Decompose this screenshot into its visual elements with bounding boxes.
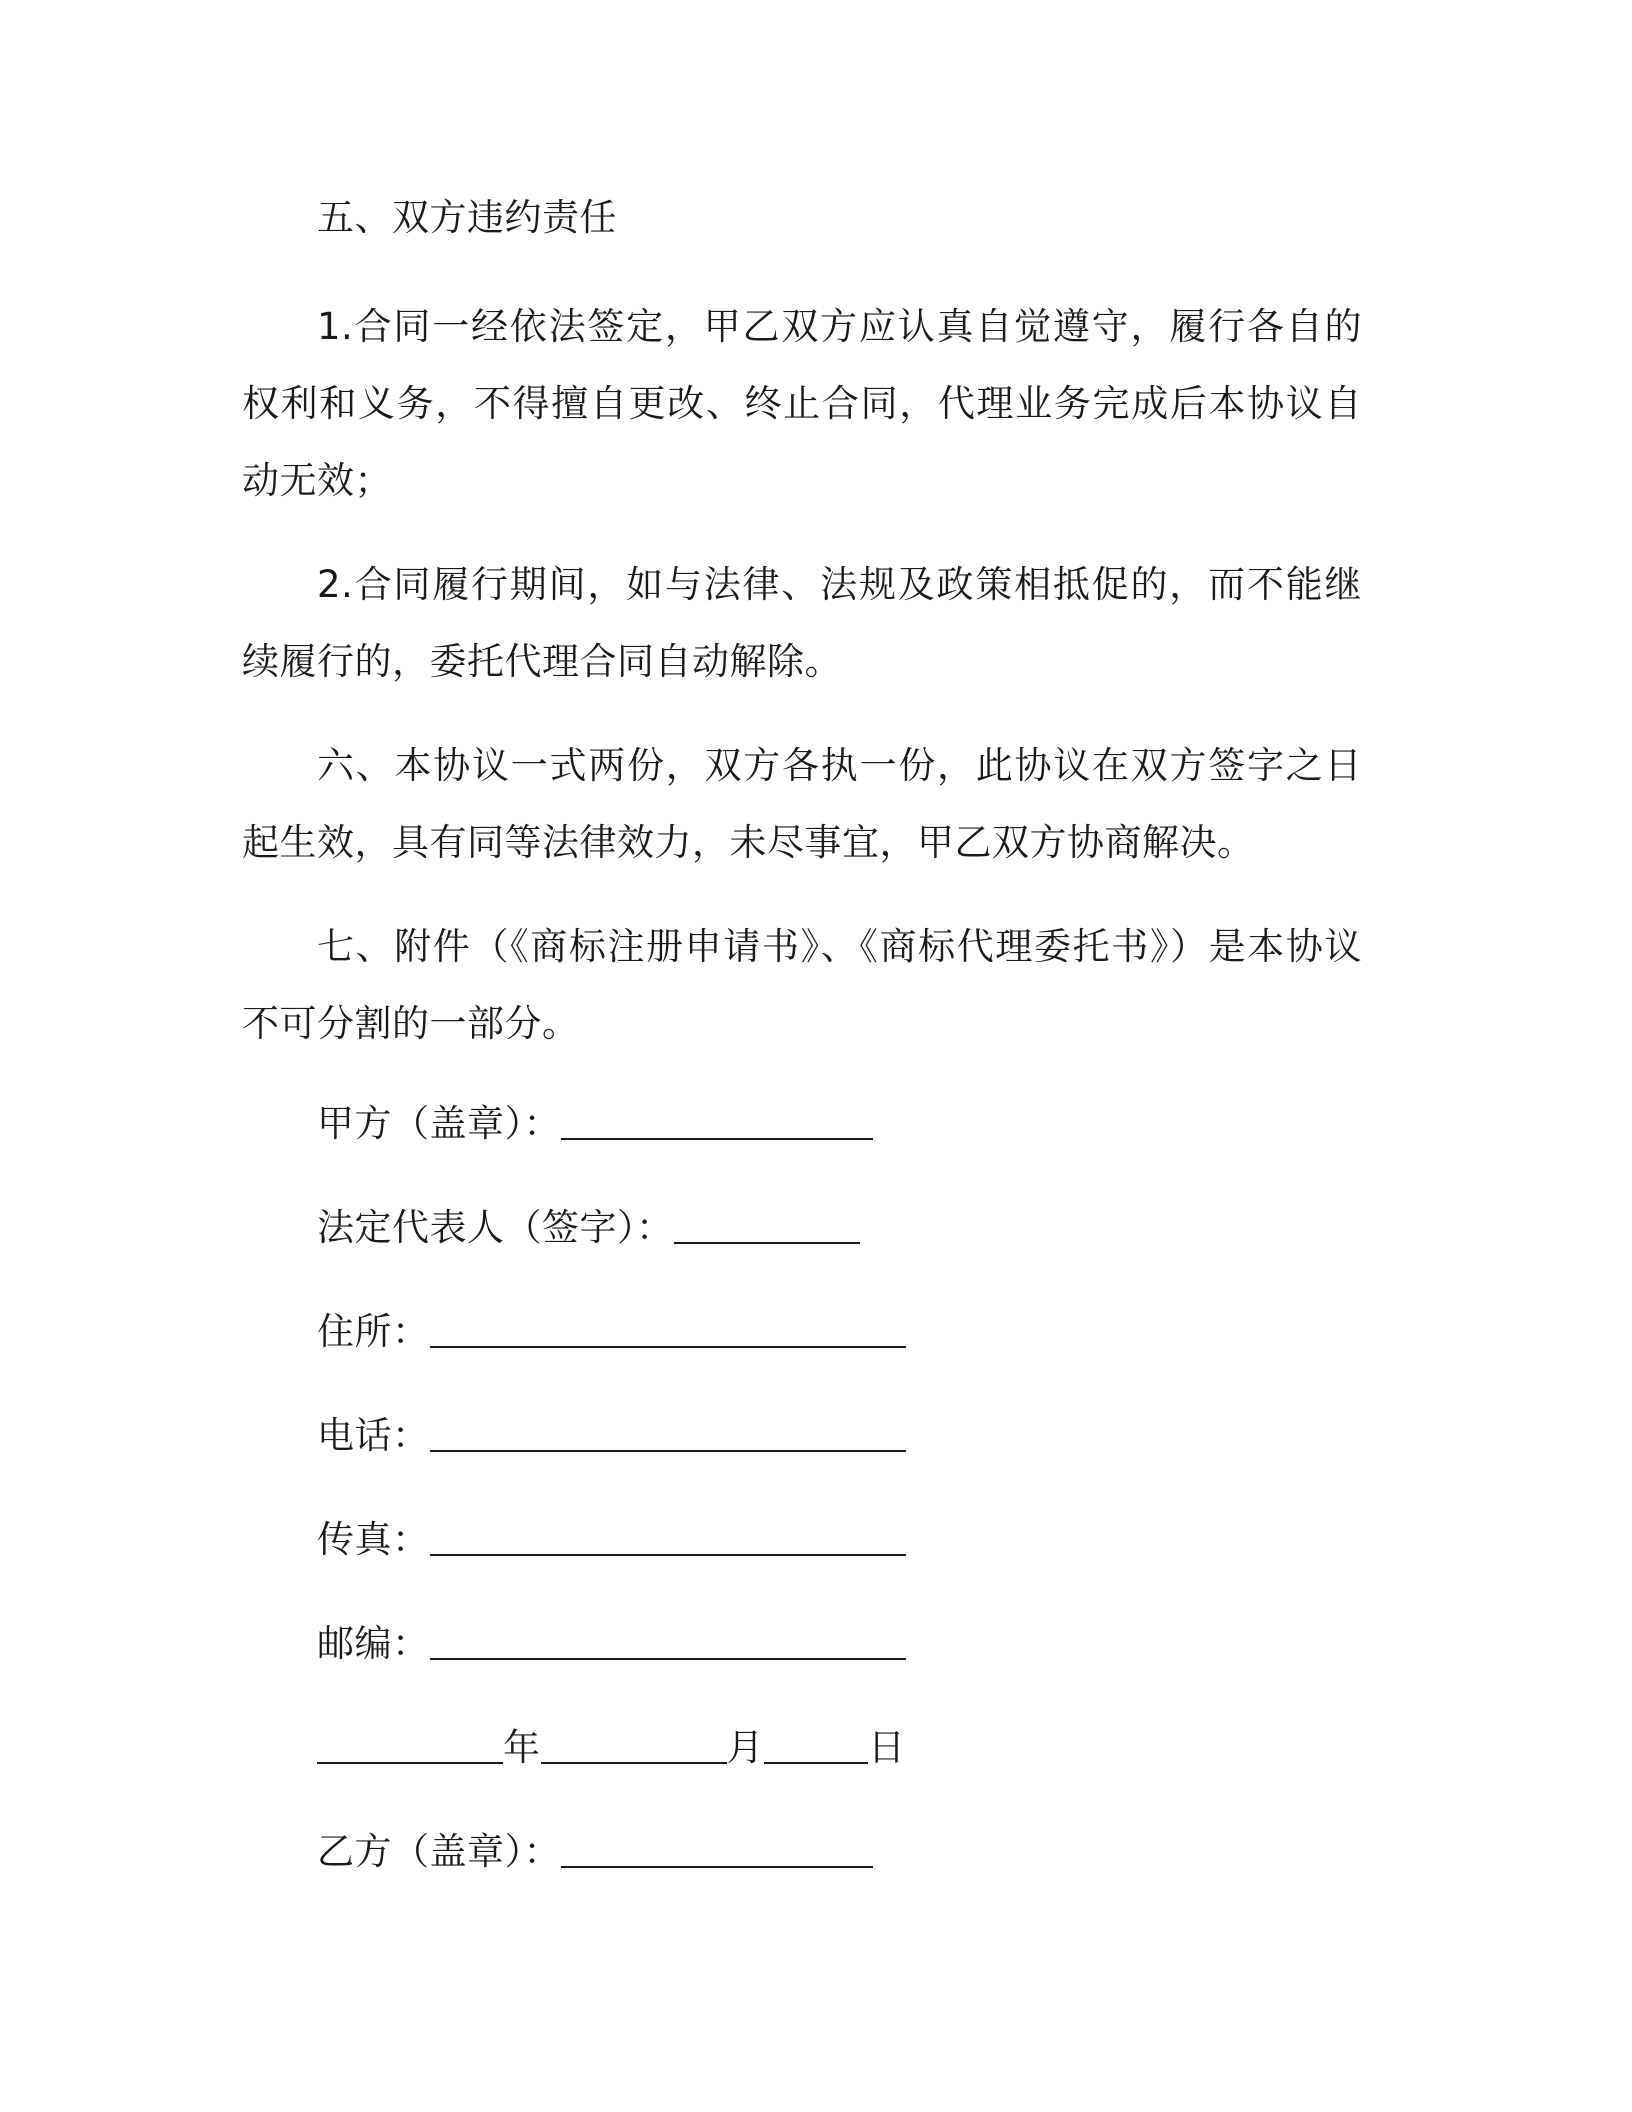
address-label: 住所： [317, 1310, 430, 1353]
phone-label: 电话： [317, 1414, 430, 1457]
postcode-blank[interactable] [430, 1624, 906, 1660]
legal-rep-blank[interactable] [674, 1208, 860, 1244]
postcode-label: 邮编： [317, 1622, 430, 1665]
clause-1-paragraph: 1.合同一经依法签定，甲乙双方应认真自觉遵守，履行各自的权利和义务，不得擅自更改、终止合同，代理业务完成后本协议自动无效； [242, 305, 1362, 502]
postcode-field [317, 1618, 906, 1670]
address-blank[interactable] [430, 1312, 906, 1348]
date-field [317, 1722, 906, 1774]
section-7-paragraph: 七、附件（《商标注册申请书》、《商标代理委托书》）是本协议不可分割的一部分。 [242, 925, 1362, 1045]
section-heading-breach-liability: 五、双方违约责任 [317, 196, 617, 239]
legal-rep-label: 法定代表人（签字）： [317, 1206, 674, 1249]
day-blank[interactable] [764, 1728, 868, 1764]
party-b-seal-field [317, 1826, 873, 1878]
year-blank[interactable] [317, 1728, 503, 1764]
party-b-seal-label: 乙方（盖章）： [317, 1830, 561, 1873]
party-a-seal-field [317, 1098, 873, 1150]
phone-blank[interactable] [430, 1416, 906, 1452]
fax-blank[interactable] [430, 1520, 906, 1556]
fax-field [317, 1514, 906, 1566]
party-a-seal-blank[interactable] [561, 1104, 873, 1140]
party-a-seal-label: 甲方（盖章）： [317, 1102, 561, 1145]
year-label: 年 [503, 1726, 541, 1769]
phone-field [317, 1410, 906, 1462]
clause-2-paragraph: 2.合同履行期间，如与法律、法规及政策相抵促的，而不能继续履行的，委托代理合同自动解除。 [242, 563, 1362, 683]
month-label: 月 [726, 1726, 764, 1769]
month-blank[interactable] [541, 1728, 727, 1764]
party-b-seal-blank[interactable] [561, 1832, 873, 1868]
address-field [317, 1306, 906, 1358]
section-6-paragraph: 六、本协议一式两份，双方各执一份，此协议在双方签字之日起生效，具有同等法律效力，未尽事宜，甲乙双方协商解决。 [242, 744, 1362, 864]
legal-rep-signature-field [317, 1202, 860, 1254]
day-label: 日 [868, 1726, 906, 1769]
fax-label: 传真： [317, 1518, 430, 1561]
